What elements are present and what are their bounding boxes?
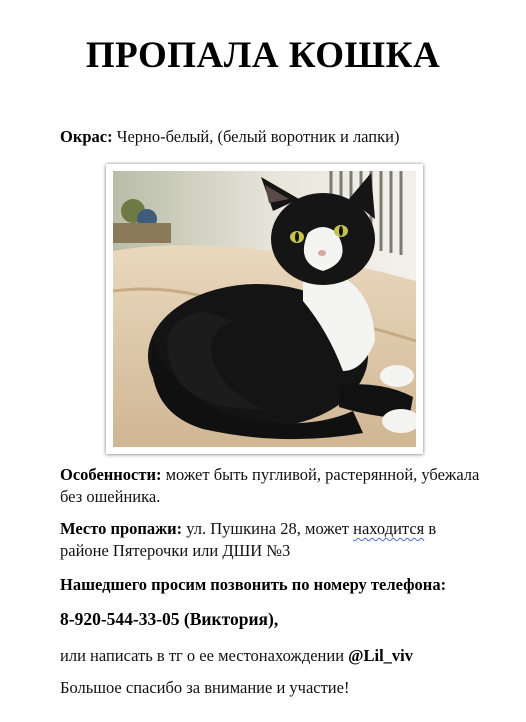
thanks-line: Большое спасибо за внимание и участие! xyxy=(60,678,350,697)
color-value: Черно-белый, (белый воротник и лапки) xyxy=(112,127,400,146)
poster-title: ПРОПАЛА КОШКА xyxy=(85,35,441,76)
cat-image xyxy=(113,171,416,447)
contact-text: или написать в тг о ее местонахождении xyxy=(60,646,349,665)
location-text-misspelled: находится xyxy=(353,519,425,538)
location-text-a: ул. Пушкина 28, может xyxy=(182,519,354,538)
features-line1 xyxy=(60,464,479,486)
location-line2: районе Пятерочки или ДШИ №3 xyxy=(60,541,291,560)
location-line1 xyxy=(60,518,436,540)
contact-line xyxy=(60,645,413,667)
telegram-handle: @Lil_viv xyxy=(348,646,414,665)
features-label: Особенности: xyxy=(60,465,162,484)
phone-number: 8-920-544-33-05 (Виктория), xyxy=(60,609,279,629)
location-text-c: в xyxy=(424,519,437,538)
location-label: Место пропажи: xyxy=(60,519,183,538)
phone-line xyxy=(60,608,278,630)
features-value: может быть пугливой, растерянной, убежала xyxy=(161,465,480,484)
request-line xyxy=(60,574,446,596)
color-label: Окрас: xyxy=(60,127,113,146)
color-line xyxy=(60,126,399,148)
cat-photo xyxy=(106,164,423,454)
features-line2: без ошейника. xyxy=(60,487,161,506)
request-text: Нашедшего просим позвонить по номеру телефона: xyxy=(60,575,447,594)
